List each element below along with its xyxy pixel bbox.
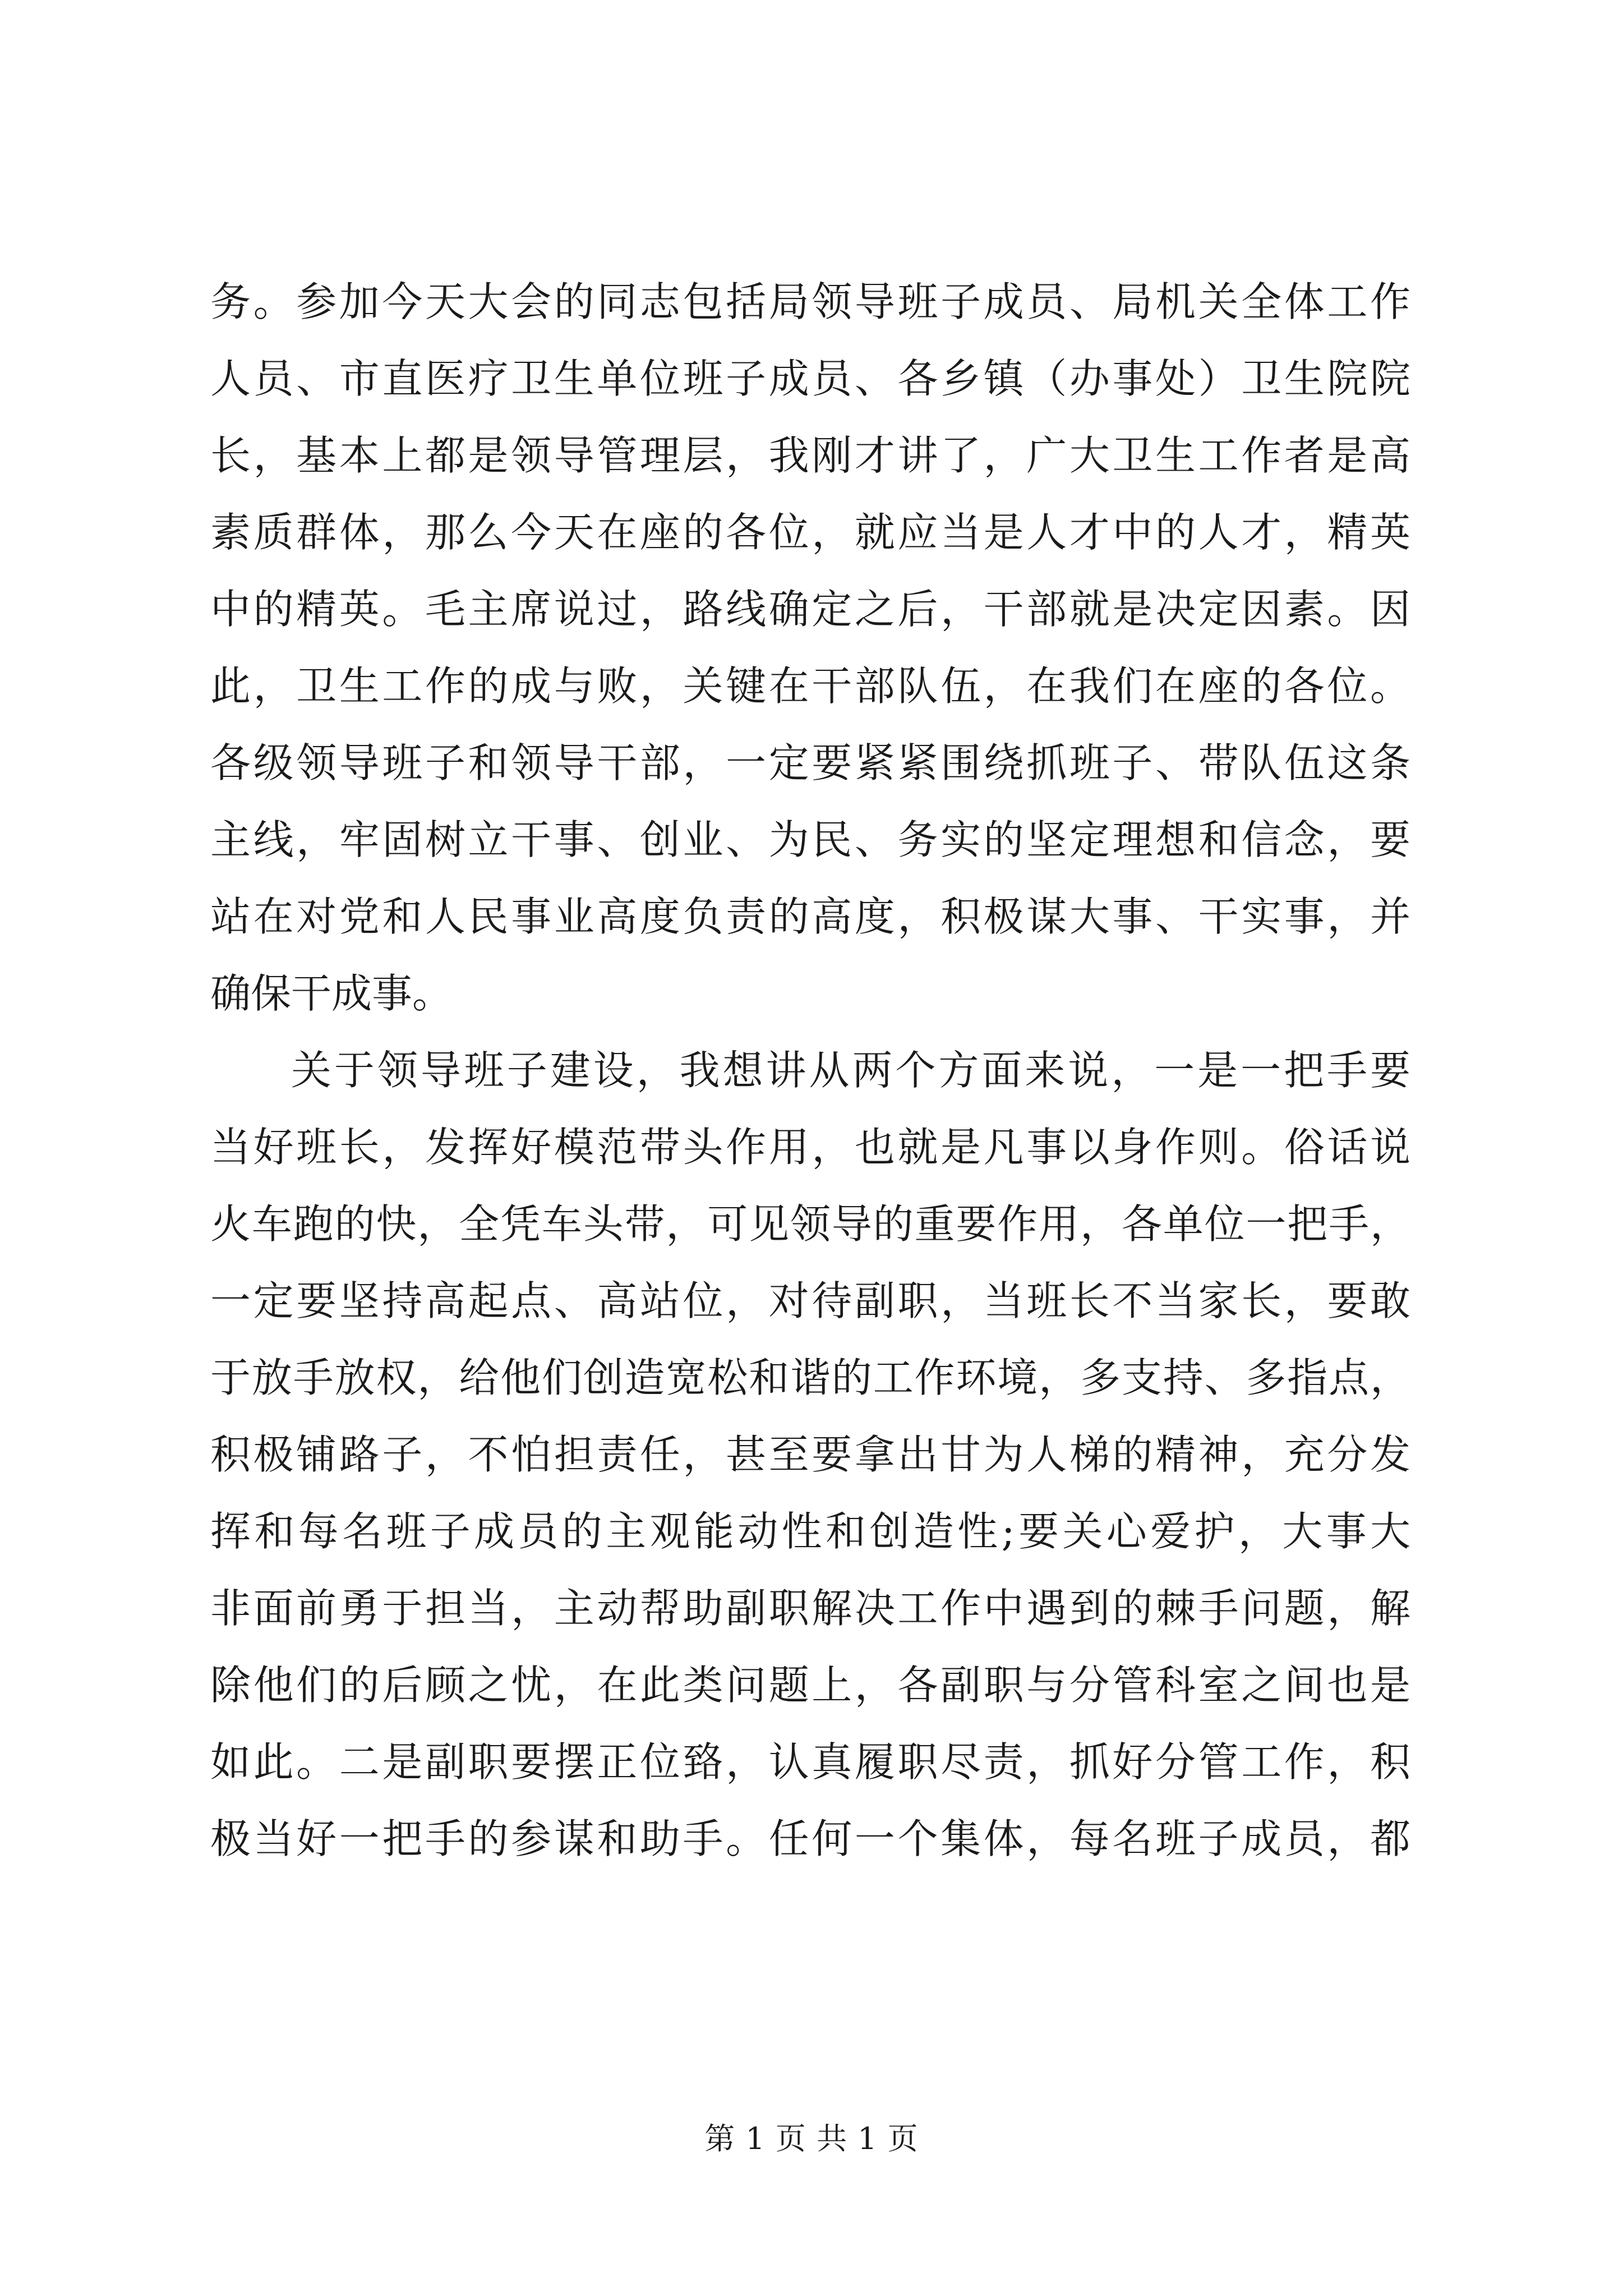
text-line: 除他们的后顾之忧，在此类问题上，各副职与分管科室之间也是 xyxy=(210,1662,1410,1709)
page-number-label: 第 1 页 共 1 页 xyxy=(704,2121,919,2156)
body-text xyxy=(210,264,1410,1878)
text-line: 极当好一把手的参谋和助手。任何一个集体，每名班子成员，都 xyxy=(210,1815,1410,1862)
text-line: 各级领导班子和领导干部，一定要紧紧围绕抓班子、带队伍这条 xyxy=(210,739,1410,786)
text-line: 积极铺路子，不怕担责任，甚至要拿出甘为人梯的精神，充分发 xyxy=(210,1431,1410,1478)
text-line: 素质群体，那么今天在座的各位，就应当是人才中的人才，精英 xyxy=(210,509,1410,556)
text-line: 挥和每名班子成员的主观能动性和创造性;要关心爱护，大事大 xyxy=(210,1508,1410,1555)
text-line: 关于领导班子建设，我想讲从两个方面来说，一是一把手要 xyxy=(291,1047,1410,1094)
text-line: 此，卫生工作的成与败，关键在干部队伍，在我们在座的各位。 xyxy=(210,662,1410,710)
text-line: 于放手放权，给他们创造宽松和谐的工作环境，多支持、多指点， xyxy=(210,1354,1410,1401)
text-line: 中的精英。毛主席说过，路线确定之后，干部就是决定因素。因 xyxy=(210,586,1410,633)
text-line: 人员、市直医疗卫生单位班子成员、各乡镇（办事处）卫生院院 xyxy=(210,355,1410,402)
text-line: 如此。二是副职要摆正位臵，认真履职尽责，抓好分管工作，积 xyxy=(210,1738,1410,1786)
text-line: 站在对党和人民事业高度负责的高度，积极谋大事、干实事，并 xyxy=(210,893,1410,940)
text-line: 确保干成事。 xyxy=(210,970,453,1017)
text-line: 主线，牢固树立干事、创业、为民、务实的坚定理想和信念，要 xyxy=(210,816,1410,863)
text-line: 长，基本上都是领导管理层，我刚才讲了，广大卫生工作者是高 xyxy=(210,432,1410,479)
text-line: 当好班长，发挥好模范带头作用，也就是凡事以身作则。俗话说 xyxy=(210,1124,1410,1171)
text-line: 火车跑的快，全凭车头带，可见领导的重要作用，各单位一把手， xyxy=(210,1200,1410,1248)
text-line: 一定要坚持高起点、高站位，对待副职，当班长不当家长，要敢 xyxy=(210,1277,1410,1324)
text-line: 务。参加今天大会的同志包括局领导班子成员、局机关全体工作 xyxy=(210,278,1410,325)
text-line: 非面前勇于担当，主动帮助副职解决工作中遇到的棘手问题，解 xyxy=(210,1585,1410,1632)
page-footer xyxy=(0,2115,1623,2158)
